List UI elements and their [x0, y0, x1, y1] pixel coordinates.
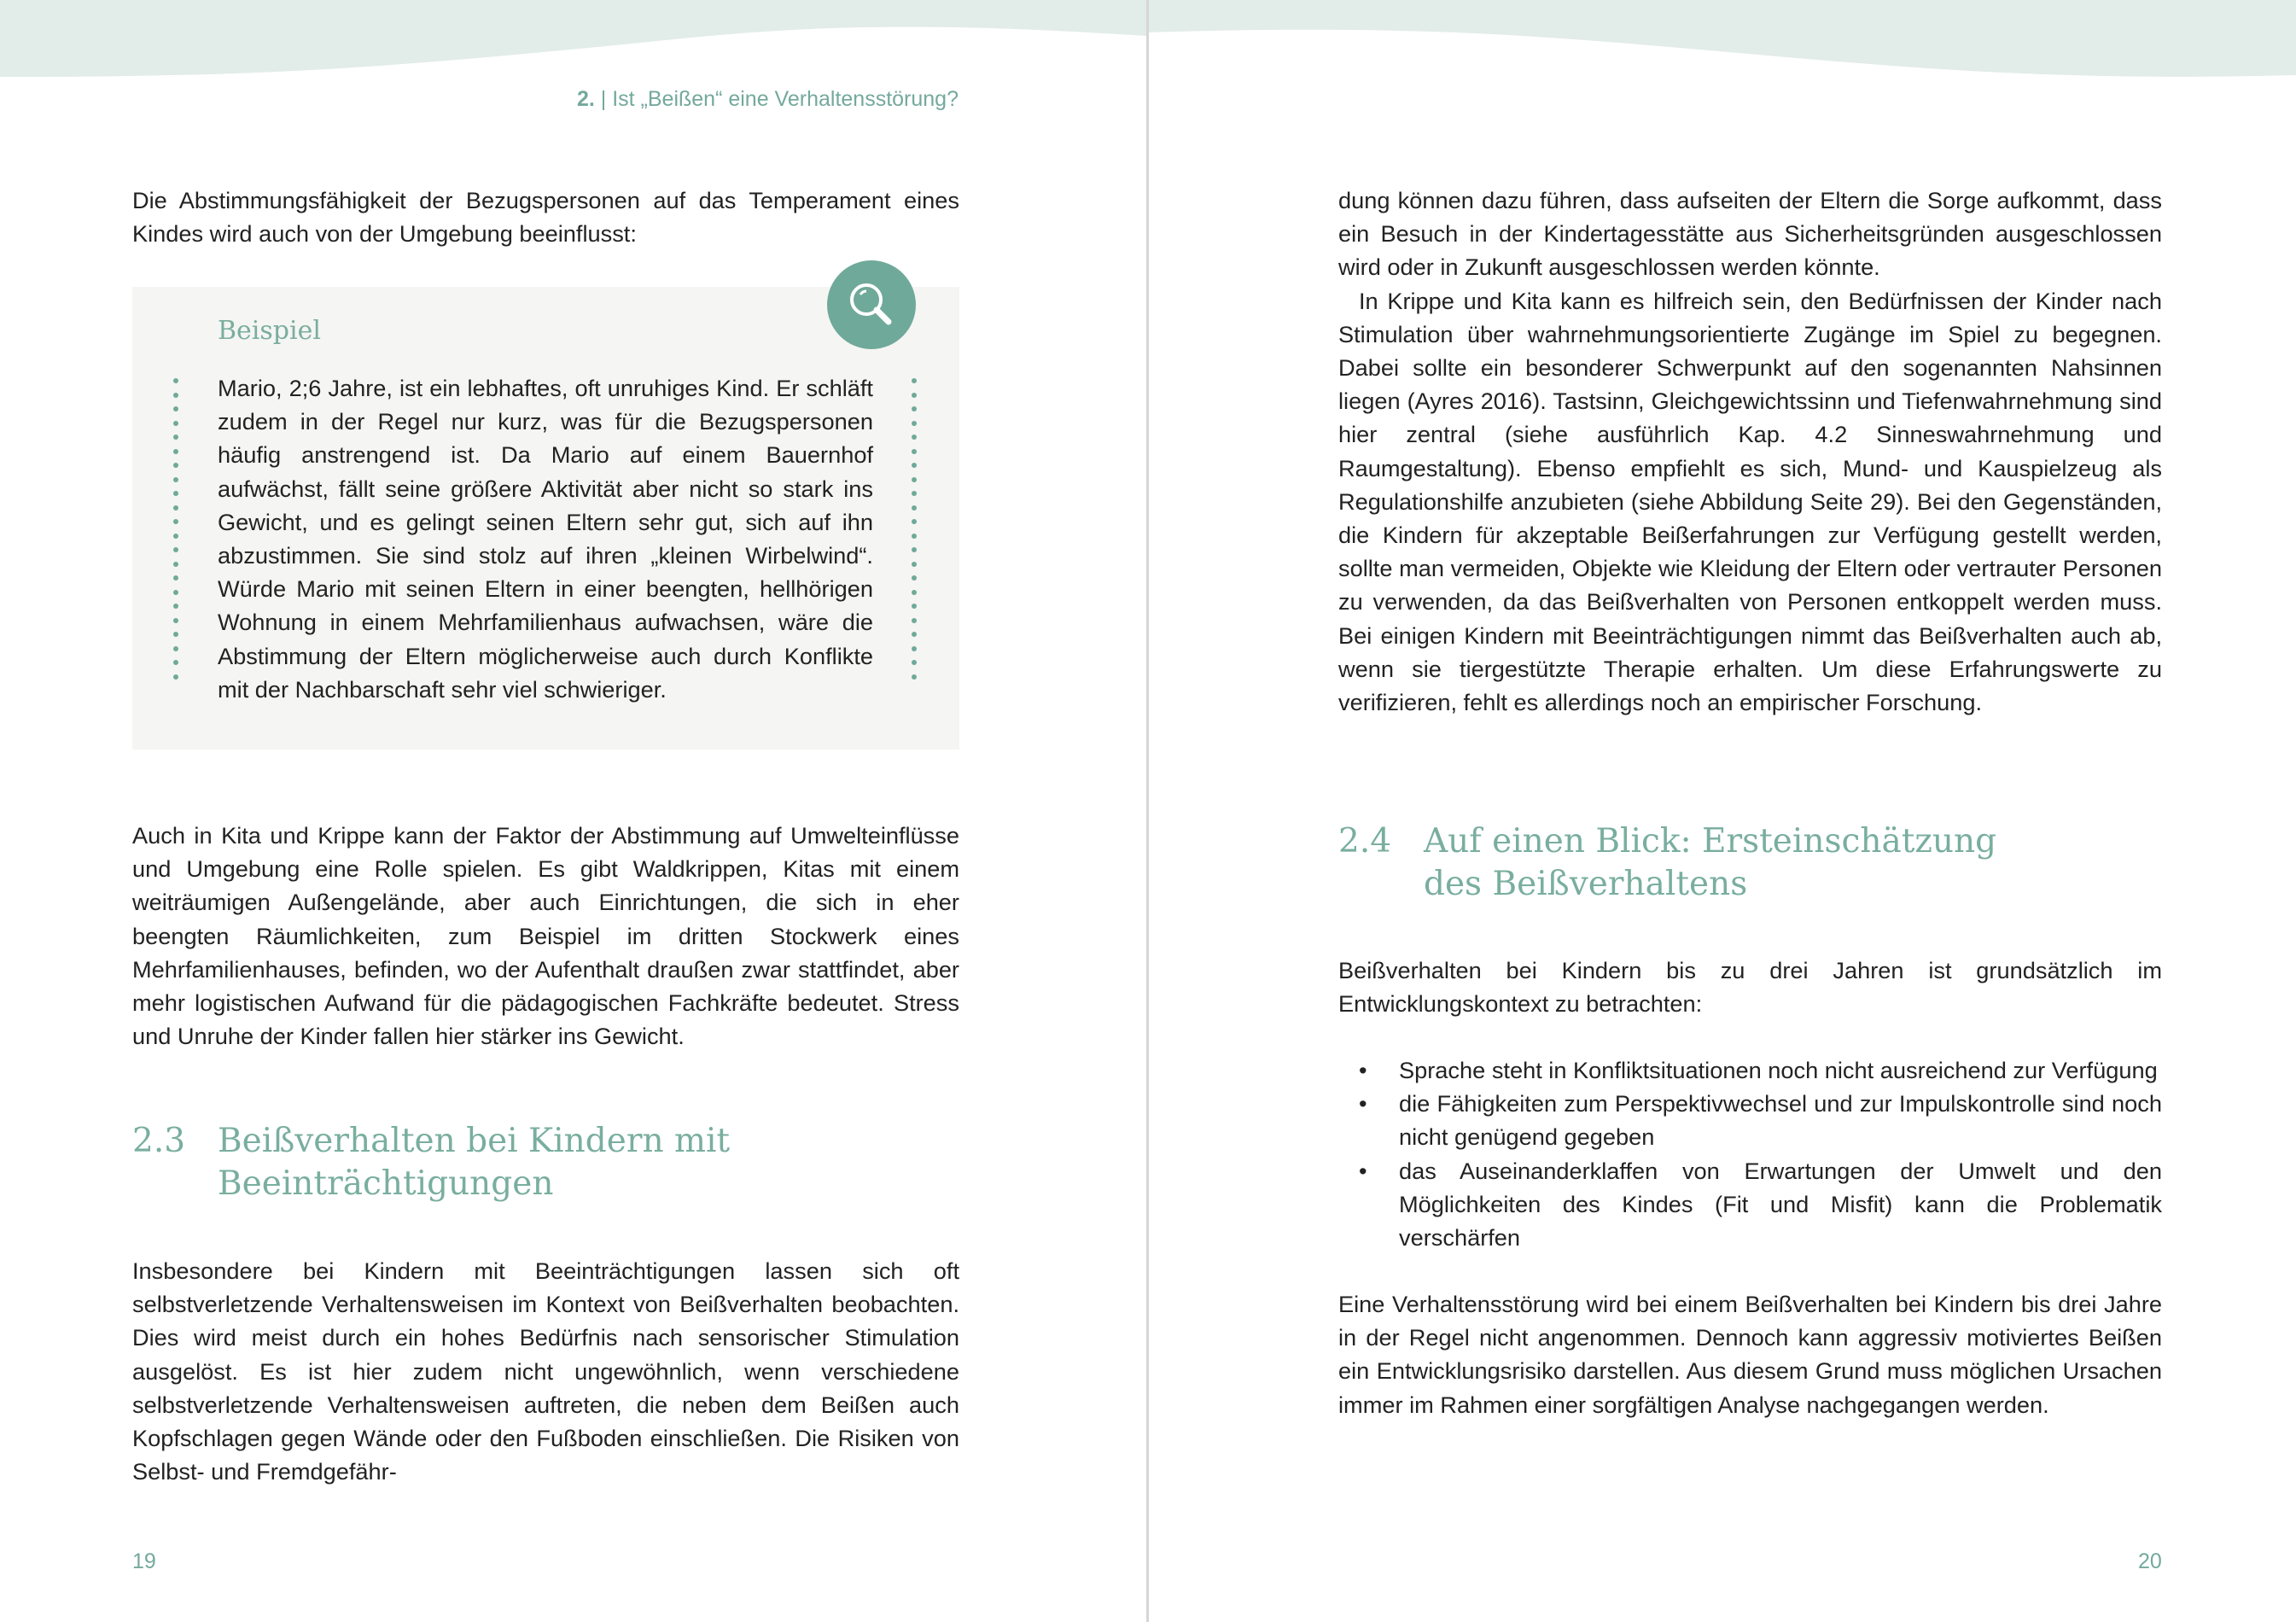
header-chapter-number: 2.	[576, 87, 595, 111]
top-wave-decoration	[0, 0, 1146, 85]
paragraph-conclusion: Eine Verhaltensstörung wird bei einem Beißverhalten bei Kindern bis drei Jahre in der Regel nicht angenommen. Dennoch kann aggressiv motiviertes Beißen ein Entwicklungsrisiko darstellen. Aus diesem Grund muss möglichen Ursachen immer im Rahmen einer sorgfältigen Analyse nachgegangen werden.	[1338, 1291, 2162, 1418]
example-text: Mario, 2;6 Jahre, ist ein lebhaftes, oft unruhiges Kind. Er schläft zudem in der Regel nur kurz, was für die Bezugspersonen häufig anstrengend ist. Da Mario auf einem Bauernhof aufwächst, fällt seine größere Aktivität aber nicht so stark ins Gewicht, und es gelingt seinen Eltern sehr gut, sich auf ihn abzustimmen. Sie sind stolz auf ihren „kleinen Wirbelwind“. Würde Mario mit seinen Eltern in einer beengten, hellhörigen Wohnung in einem Mehrfamilienhaus aufwachsen, wäre die Abstimmung der Eltern möglicherweise auch durch Konflikte mit der Nachbarschaft sehr viel schwieriger.	[218, 375, 873, 703]
header-separator: |	[600, 87, 607, 111]
paragraph-continuation: dung können dazu führen, dass aufseiten der Eltern die Sorge aufkommt, dass ein Besuch in der Kindertagesstätte aus Sicherheitsgründen ausgeschlossen wird oder in Zukunft ausgeschlossen werden könnte. In Krippe und Kita kann es hilfreich sein, den Bedürfnissen der Kinder nach Stimulation über wahrnehmungsorientierte Zugänge im Spiel zu begegnen. Dabei sollte ein besonderer Schwerpunkt auf den sogenannten Nahsinnen liegen (Ayres 2016). Tastsinn, Gleichgewichtssinn und Tiefenwahrnehmung sind hier zentral (siehe ausführlich Kap. 4.2 Sinneswahrnehmung und Raumgestaltung). Ebenso empfiehlt es sich, Mund- und Kauspielzeug als Regulationshilfe anzubieten (siehe Abbildung Seite 29). Bei den Gegenständen, die Kindern für akzeptable Beißerfahrungen zur Verfügung gestellt werden, sollte man vermeiden, Objekte wie Kleidung der Eltern oder vertrauter Personen zu verwenden, da das Beißverhalten von Personen entkoppelt werden muss. Bei einigen Kindern mit Beeinträchtigungen nimmt das Beißverhalten auch ab, wenn sie tiergestützte Therapie erhalten. Um diese Erfahrungswerte zu verifizieren, fehlt es allerdings noch an empirischer Forschung.	[1338, 187, 2162, 716]
section-number: 2.3	[132, 1122, 186, 1160]
list-item: • das Auseinanderklaffen von Erwartungen der Umwelt und den Möglichkeiten des Kindes (Fit und Misfit) kann die Problematik verschärfen	[1338, 1154, 2162, 1255]
page-number-right: 20	[2138, 1549, 2162, 1573]
example-left-dotted-rule	[173, 378, 180, 688]
example-badge	[827, 260, 916, 349]
list-item: • die Fähigkeiten zum Perspektivwechsel und zur Impulskontrolle sind noch nicht genügend gegeben	[1338, 1087, 2162, 1153]
bullet-icon: •	[1359, 1090, 1367, 1117]
running-header	[577, 87, 959, 112]
section-heading-2-3	[132, 1120, 959, 1205]
header-chapter-title: Ist „Beißen“ eine Verhaltensstörung?	[612, 87, 959, 111]
bullet-list	[1338, 1053, 2162, 1254]
top-wave-decoration	[1149, 0, 2296, 85]
paragraph-environment: Auch in Kita und Krippe kann der Faktor der Abstimmung auf Umwelteinflüsse und Umgebung eine Rolle spielen. Es gibt Waldkrippen, Kitas mit einem weiträumigen Außengelände, aber auch Einrichtungen, die sich in eher beengten Räumlichkeiten, zum Beispiel im dritten Stockwerk eines Mehrfamilienhauses, befinden, wo der Aufenthalt draußen zwar stattfindet, aber mehr logistischen Aufwand für die pädagogischen Fachkräfte bedeutet. Stress und Unruhe der Kinder fallen hier stärker ins Gewicht.	[132, 822, 959, 1050]
bullet-icon: •	[1359, 1057, 1367, 1083]
search-icon	[827, 260, 916, 349]
section-title: Beißverhalten bei Kindern mit Beeinträchtigungen	[218, 1122, 731, 1203]
example-right-dotted-rule	[912, 378, 918, 688]
section-number: 2.4	[1338, 822, 1392, 861]
paragraph-impairments: Insbesondere bei Kindern mit Beeinträchtigungen lassen sich oft selbstverletzende Verhaltensweisen im Kontext von Beißverhalten beobachten. Dies wird meist durch ein hohes Bedürfnis nach sensorischer Stimulation ausgelöst. Es ist hier zudem nicht ungewöhnlich, wenn verschiedene selbstverletzende Verhaltensweisen auftreten, die neben dem Beißen auch Kopfschlagen gegen Wände oder den Fußboden einschließen. Die Risiken von Selbst- und Fremdgefähr-	[132, 1257, 959, 1485]
section-heading-2-4	[1338, 820, 2162, 906]
page-number-left: 19	[132, 1549, 156, 1573]
list-item: • Sprache steht in Konfliktsituationen noch nicht ausreichend zur Verfügung	[1338, 1053, 2162, 1087]
example-title: Beispiel	[218, 316, 321, 346]
bullet-icon: •	[1359, 1157, 1367, 1184]
intro-paragraph: Die Abstimmungsfähigkeit der Bezugspersonen auf das Temperament eines Kindes wird auch von der Umgebung beeinflusst:	[132, 187, 959, 248]
paragraph-development: Beißverhalten bei Kindern bis zu drei Jahren ist grundsätzlich im Entwicklungskontext zu betrachten:	[1338, 957, 2162, 1018]
section-title: Auf einen Blick: Ersteinschätzung des Beißverhaltens	[1424, 822, 1997, 903]
